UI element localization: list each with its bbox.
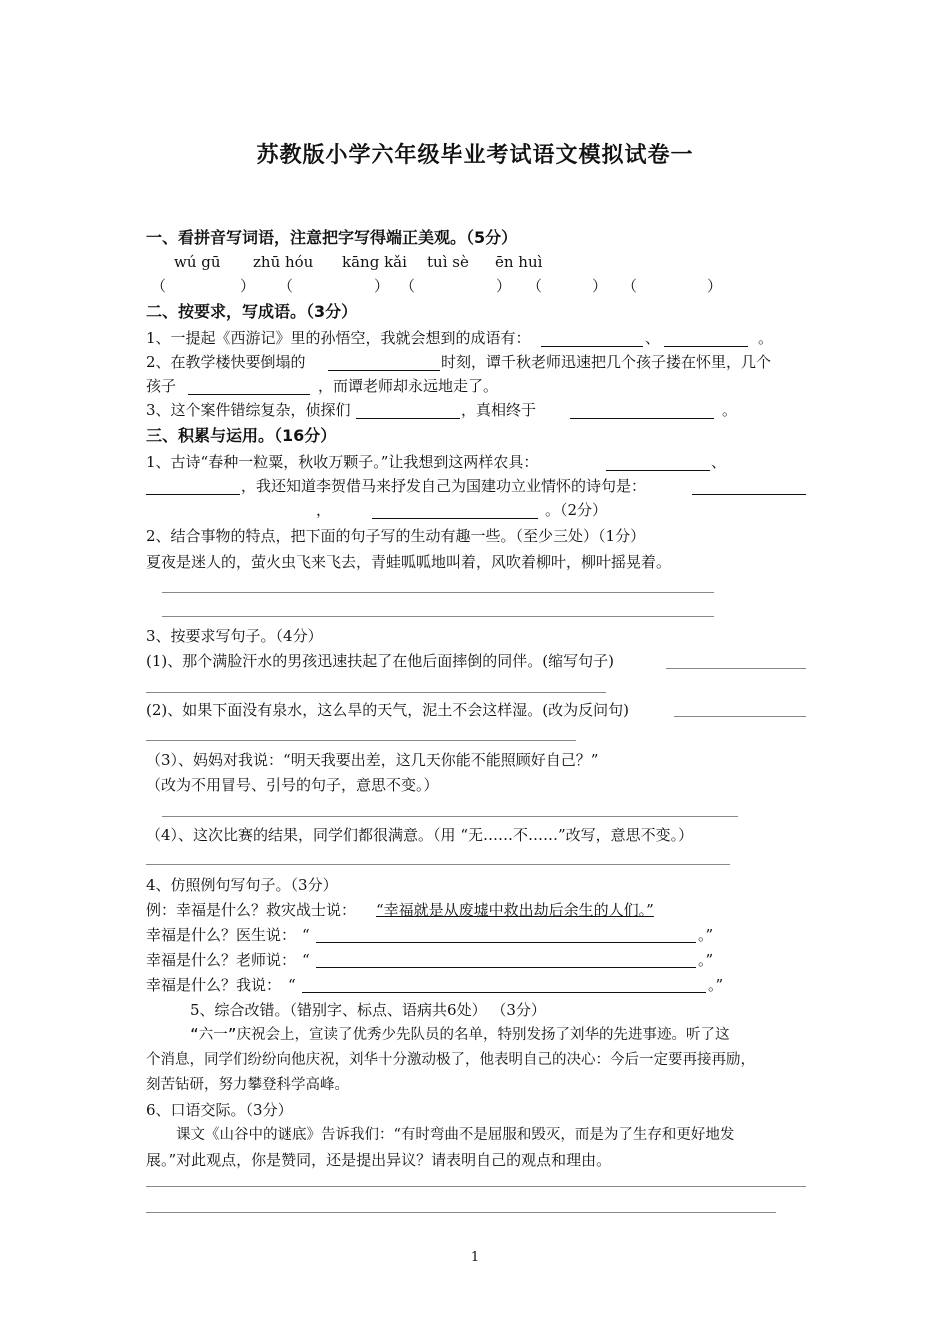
s3-q4-doctor-close: 。” [698, 926, 714, 944]
s3-q4-me-close: 。” [708, 976, 724, 994]
s3-q4-teacher-close: 。” [698, 951, 714, 969]
s3-q3-1-blank-a[interactable] [666, 668, 806, 669]
s2-q1-sep: 、 [645, 329, 661, 347]
s3-q3-item-3a: （3）、妈妈对我说：“明天我要出差，这几天你能不能照顾好自己？” [146, 751, 599, 769]
pinyin-5: ēn huì [495, 253, 543, 271]
s3-q1-blank-1[interactable] [606, 470, 710, 471]
s2-q3-blank-1[interactable] [356, 418, 460, 419]
paren-close-3: ） [496, 277, 512, 295]
s3-q5-line-1: “六一”庆祝会上，宣读了优秀少先队员的名单，特别发扬了刘华的先进事迹。听了这 [190, 1027, 730, 1043]
paren-open-5: （ [622, 277, 638, 295]
s3-q2-text-b: 夏夜是迷人的，萤火虫飞来飞去，青蛙呱呱地叫着，风吹着柳叶，柳叶摇晃着。 [146, 553, 672, 571]
s2-q1-end: 。 [758, 329, 774, 347]
s3-q6-heading: 6、口语交际。（3分） [146, 1101, 293, 1119]
s2-q3-blank-2[interactable] [570, 418, 714, 419]
pinyin-2: zhū hóu [253, 253, 314, 271]
s3-q6-answer-line-2[interactable] [146, 1212, 776, 1213]
paren-open-3: （ [400, 277, 416, 295]
paren-close-5: ） [707, 277, 723, 295]
s2-q2-blank-2[interactable] [188, 394, 310, 395]
s2-q1-blank-1[interactable] [541, 346, 643, 347]
s3-q1-blank-3[interactable] [692, 494, 806, 495]
s2-q2-blank-1[interactable] [328, 370, 440, 371]
s3-q4-doctor-blank[interactable] [316, 942, 696, 943]
paren-close-1: ） [240, 277, 256, 295]
s2-q2-text-b: 时刻，谭千秋老师迅速把几个孩子搂在怀里，几个 [441, 353, 772, 371]
s2-q3-end: 。 [722, 401, 738, 419]
s3-q4-teacher-open: “ [302, 951, 310, 969]
s3-q1-comma: ， [316, 501, 332, 519]
s2-q2-text-c: 孩子 [146, 377, 177, 395]
s3-q3-item-3b: （改为不用冒号、引号的句子，意思不变。） [146, 776, 439, 794]
s3-q3-item-1: (1)、那个满脸汗水的男孩迅速扶起了在他后面摔倒的同伴。(缩写句子) [146, 652, 614, 670]
s3-q4-doctor-open: “ [302, 926, 310, 944]
s3-q4-heading: 4、仿照例句写句子。（3分） [146, 876, 338, 894]
s3-q3-item-2: (2)、如果下面没有泉水，这么旱的天气，泥土不会这样湿。(改为反问句) [146, 701, 629, 719]
s3-q2-text-a: 2、结合事物的特点，把下面的句子写的生动有趣一些。（至少三处）（1分） [146, 527, 646, 545]
s3-q4-teacher: 幸福是什么？老师说： [146, 951, 297, 969]
s3-q1-score: 。（2分） [545, 501, 608, 519]
section-2-heading: 二、按要求，写成语。（3分） [146, 302, 358, 321]
pinyin-1: wú gū [174, 253, 221, 271]
s3-q3-2-blank-a[interactable] [674, 716, 806, 717]
s3-q4-example-prefix: 例：幸福是什么？救灾战士说： [146, 901, 357, 919]
paren-close-4: ） [592, 277, 608, 295]
s3-q3-4-blank[interactable] [146, 864, 730, 865]
s3-q5-line-2: 个消息，同学们纷纷向他庆祝，刘华十分激动极了，他表明自己的决心：今后一定要再接再励， [146, 1052, 755, 1068]
s3-q1-blank-4[interactable] [372, 518, 538, 519]
s3-q5-heading: 5、综合改错。（错别字、标点、语病共6处） （3分） [190, 1001, 546, 1019]
s3-q4-teacher-blank[interactable] [316, 967, 696, 968]
s3-q1-sep: 、 [711, 453, 727, 471]
s3-q1-text-b: ，我还知道李贺借马来抒发自己为国建功立业情怀的诗句是： [241, 477, 647, 495]
s2-q1-text: 1、一提起《西游记》里的孙悟空，我就会想到的成语有： [146, 329, 531, 347]
section-3-heading: 三、积累与运用。（16分） [146, 426, 337, 445]
s2-q2-text-d: ，而谭老师却永远地走了。 [318, 377, 499, 395]
paren-open-2: （ [278, 277, 294, 295]
s3-q6-line-2: 展。”对此观点，你是赞同，还是提出异议？请表明自己的观点和理由。 [146, 1151, 612, 1169]
s3-q3-1-blank-b[interactable] [146, 692, 606, 693]
s3-q4-example-answer: “幸福就是从废墟中救出劫后余生的人们。” [376, 901, 654, 919]
s3-q3-item-4: （4）、这次比赛的结果，同学们都很满意。（用 “无……不……”改写，意思不变。） [146, 826, 694, 844]
s3-q6-answer-line-1[interactable] [146, 1186, 806, 1187]
pinyin-3: kāng kǎi [342, 253, 407, 271]
s3-q3-2-blank-b[interactable] [146, 740, 576, 741]
s2-q2-text-a: 2、在教学楼快要倒塌的 [146, 353, 306, 371]
s3-q4-me-open: “ [288, 976, 296, 994]
s3-q4-me-blank[interactable] [302, 992, 706, 993]
page-number: 1 [470, 1250, 480, 1265]
paren-close-2: ） [374, 277, 390, 295]
s3-q2-answer-line-1[interactable] [162, 592, 714, 593]
s3-q4-me: 幸福是什么？我说： [146, 976, 282, 994]
s3-q3-heading: 3、按要求写句子。（4分） [146, 627, 323, 645]
s3-q1-text-a: 1、古诗“春种一粒粟，秋收万颗子。”让我想到这两样农具： [146, 453, 539, 471]
s3-q6-line-1: 课文《山谷中的谜底》告诉我们：“有时弯曲不是屈服和毁灭，而是为了生存和更好地发 [176, 1127, 735, 1143]
s2-q3-text-a: 3、这个案件错综复杂，侦探们 [146, 401, 351, 419]
s3-q1-blank-2[interactable] [146, 494, 240, 495]
pinyin-4: tuì sè [427, 253, 469, 271]
paren-open-4: （ [527, 277, 543, 295]
section-1-heading: 一、看拼音写词语，注意把字写得端正美观。（5分） [146, 228, 518, 247]
s3-q5-line-3: 刻苦钻研，努力攀登科学高峰。 [146, 1077, 349, 1093]
s3-q4-doctor: 幸福是什么？医生说： [146, 926, 297, 944]
exam-title: 苏教版小学六年级毕业考试语文模拟试卷一 [256, 143, 694, 168]
paren-open-1: （ [151, 277, 167, 295]
s2-q3-text-b: ，真相终于 [461, 401, 537, 419]
s3-q3-3-blank[interactable] [162, 816, 738, 817]
s3-q2-answer-line-2[interactable] [162, 616, 714, 617]
s2-q1-blank-2[interactable] [664, 346, 748, 347]
